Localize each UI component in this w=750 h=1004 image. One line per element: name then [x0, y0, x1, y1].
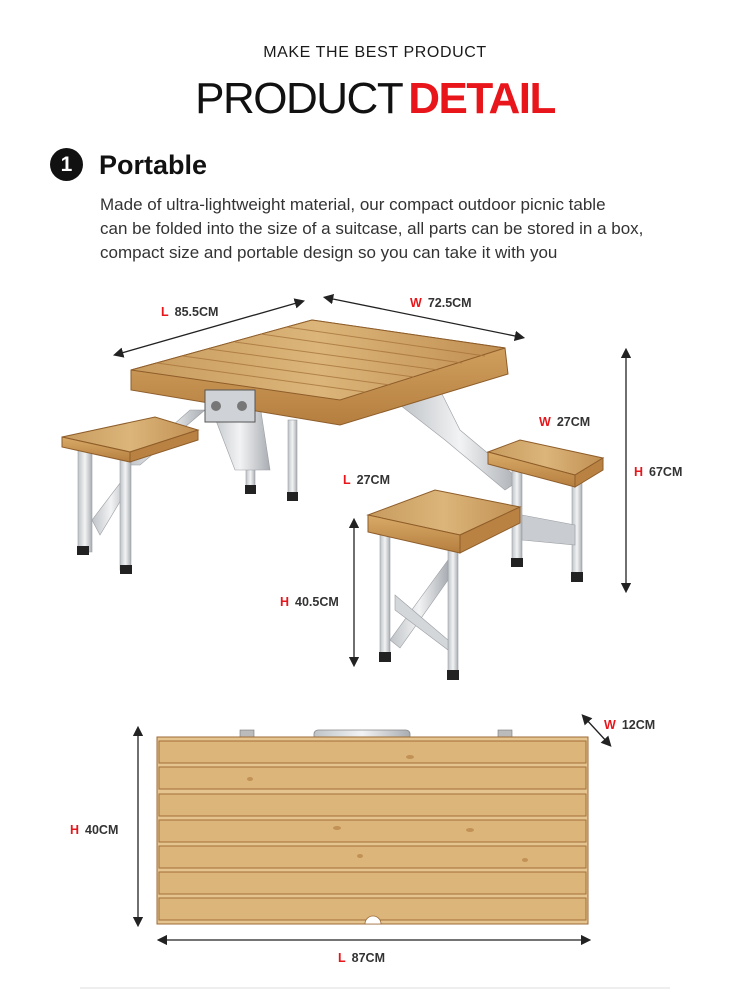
dim-label-case-height: H 40CM: [70, 823, 119, 837]
dim-label-seat-height: H 40.5CM: [280, 595, 339, 609]
dim-label-case-width: W 12CM: [604, 718, 656, 732]
folded-case-image: [157, 730, 588, 924]
title-light: PRODUCT: [195, 74, 403, 123]
dim-label-seat-width: W 27CM: [539, 415, 591, 429]
dim-label-width: W 72.5CM: [410, 296, 472, 310]
section-title: Portable: [99, 150, 208, 180]
description-line: can be folded into the size of a suitcase, all parts can be stored in a box,: [100, 219, 644, 238]
dim-label-seat-length: L 27CM: [343, 473, 390, 487]
dim-label-case-length: L 87CM: [338, 951, 385, 965]
description-line: compact size and portable design so you can take it with you: [100, 243, 558, 262]
dim-label-height: H 67CM: [634, 465, 683, 479]
title-bold: DETAIL: [408, 74, 555, 123]
section-number-badge: 1: [50, 148, 83, 181]
description-line: Made of ultra-lightweight material, our compact outdoor picnic table: [100, 195, 606, 214]
open-table-image: [62, 320, 603, 680]
tagline: MAKE THE BEST PRODUCT: [263, 44, 487, 61]
dim-label-length: L 85.5CM: [161, 305, 219, 319]
